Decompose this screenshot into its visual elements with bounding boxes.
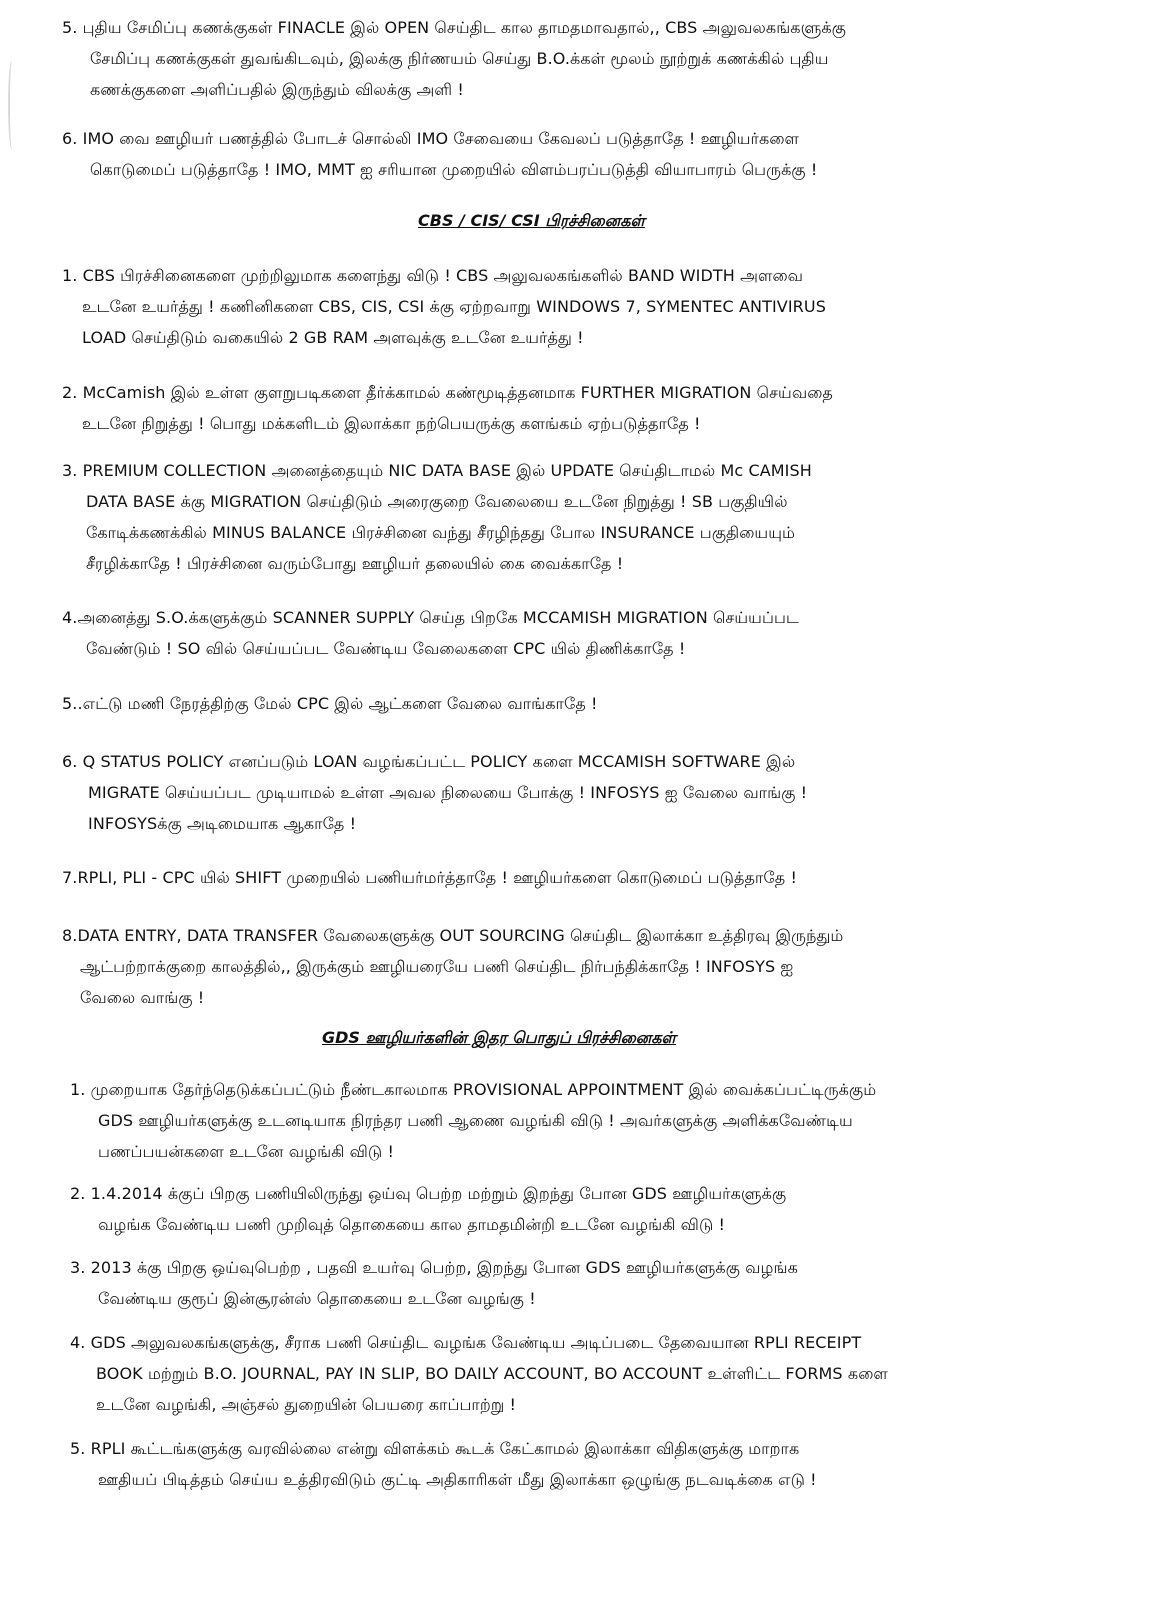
cbs-item-4-line-2: வேண்டும் ! SO வில் செய்யப்பட வேண்டிய வேலைகளை CPC யில் திணிக்காதே ! (86, 639, 686, 658)
cbs-item-7 (62, 862, 797, 893)
cbs-item-1 (62, 260, 826, 353)
gds-item-5 (70, 1433, 817, 1495)
gds-item-3-line-1: 3. 2013 க்கு பிறகு ஒய்வுபெற்ற , பதவி உயர்வு பெற்ற, இறந்து போன GDS ஊழியர்களுக்கு வழங்க (70, 1258, 798, 1277)
gds-item-1 (70, 1074, 876, 1167)
cbs-item-6-line-2: MIGRATE செய்யப்பட முடியாமல் உள்ள அவல நிலையை போக்கு ! INFOSYS ஐ வேலை வாங்கு ! (88, 783, 808, 802)
gds-item-5-line-2: ஊதியப் பிடித்தம் செய்ய உத்திரவிடும் குட்டி அதிகாரிகள் மீது இலாக்கா ஒழுங்கு நடவடிக்கை எடு ! (98, 1470, 817, 1489)
cbs-item-6 (62, 746, 807, 839)
intro-item-5-line-3: கணக்குகளை அளிப்பதில் இருந்தும் விலக்கு அளி ! (90, 80, 464, 99)
gds-item-1-line-2: GDS ஊழியர்களுக்கு உடனடியாக நிரந்தர பணி ஆணை வழங்கி விடு ! அவர்களுக்கு அளிக்கவேண்டிய (98, 1111, 853, 1130)
intro-item-6-line-2: கொடுமைப் படுத்தாதே ! IMO, MMT ஐ சரியான முறையில் விளம்பரப்படுத்தி வியாபாரம் பெருக்கு ! (90, 160, 818, 179)
cbs-item-5-line-1: 5..எட்டு மணி நேரத்திற்கு மேல் CPC இல் ஆட்களை வேலை வாங்காதே ! (62, 694, 598, 713)
cbs-item-3-line-3: கோடிக்கணக்கில் MINUS BALANCE பிரச்சினை வந்து சீரழிந்தது போல INSURANCE பகுதியையும் (86, 523, 796, 542)
cbs-item-8 (62, 920, 843, 1013)
cbs-item-1-line-2: உடனே உயர்த்து ! கணினிகளை CBS, CIS, CSI க்கு ஏற்றவாறு WINDOWS 7, SYMENTEC ANTIVIRUS (82, 297, 826, 316)
cbs-item-2-line-2: உடனே நிறுத்து ! பொது மக்களிடம் இலாக்கா நற்பெயருக்கு களங்கம் ஏற்படுத்தாதே ! (82, 414, 701, 433)
gds-item-2-line-2: வழங்க வேண்டிய பணி முறிவுத் தொகையை கால தாமதமின்றி உடனே வழங்கி விடு ! (98, 1215, 726, 1234)
gds-section-heading: GDS ஊழியர்களின் இதர பொதுப் பிரச்சினைகள் (322, 1028, 676, 1047)
cbs-item-3-line-1: 3. PREMIUM COLLECTION அனைத்தையும் NIC DATA BASE இல் UPDATE செய்திடாமல் Mc CAMISH (62, 461, 812, 480)
gds-item-3 (70, 1252, 798, 1314)
gds-item-4-line-2: BOOK மற்றும் B.O. JOURNAL, PAY IN SLIP, BO DAILY ACCOUNT, BO ACCOUNT உள்ளிட்ட FORMS களை (96, 1364, 888, 1383)
gds-item-2-line-1: 2. 1.4.2014 க்குப் பிறகு பணியிலிருந்து ஒய்வு பெற்ற மற்றும் இறந்து போன GDS ஊழியர்களுக்கு (70, 1184, 787, 1203)
gds-item-5-line-1: 5. RPLI கூட்டங்களுக்கு வரவில்லை என்று விளக்கம் கூடக் கேட்காமல் இலாக்கா விதிகளுக்கு மாறாக (70, 1439, 800, 1458)
gds-item-4 (70, 1327, 888, 1420)
cbs-item-6-line-3: INFOSYSக்கு அடிமையாக ஆகாதே ! (88, 814, 357, 833)
cbs-item-2 (62, 377, 833, 439)
scan-edge-mark (8, 60, 16, 150)
gds-item-1-line-1: 1. முறையாக தேர்ந்தெடுக்கப்பட்டும் நீண்டகாலமாக PROVISIONAL APPOINTMENT இல் வைக்கப்பட்டிருக்கும் (70, 1080, 877, 1099)
gds-item-4-line-3: உடனே வழங்கி, அஞ்சல் துறையின் பெயரை காப்பாற்று ! (96, 1395, 517, 1414)
cbs-item-7-line-1: 7.RPLI, PLI - CPC யில் SHIFT முறையில் பணியர்மர்த்தாதே ! ஊழியர்களை கொடுமைப் படுத்தாதே ! (62, 868, 797, 887)
intro-item-6 (62, 123, 817, 185)
gds-item-2 (70, 1178, 786, 1240)
cbs-item-8-line-3: வேலை வாங்கு ! (80, 988, 205, 1007)
cbs-section-heading: CBS / CIS/ CSI பிரச்சினைகள் (418, 211, 645, 230)
cbs-item-3 (62, 455, 812, 579)
intro-item-5-line-2: சேமிப்பு கணக்குகள் துவங்கிடவும், இலக்கு நிர்ணயம் செய்து B.O.க்கள் மூலம் நூற்றுக் கணக்கில் புதிய (90, 49, 829, 68)
cbs-item-1-line-1: 1. CBS பிரச்சினைகளை முற்றிலுமாக களைந்து விடு ! CBS அலுவலகங்களில் BAND WIDTH அளவை (62, 266, 804, 285)
cbs-item-6-line-1: 6. Q STATUS POLICY எனப்படும் LOAN வழங்கப்பட்ட POLICY களை MCCAMISH SOFTWARE இல் (62, 752, 796, 771)
cbs-item-8-line-2: ஆட்பற்றாக்குறை காலத்தில்,, இருக்கும் ஊழியரையே பணி செய்திட நிர்பந்திக்காதே ! INFOSYS ஐ (80, 957, 794, 976)
cbs-item-3-line-2: DATA BASE க்கு MIGRATION செய்திடும் அரைகுறை வேலையை உடனே நிறுத்து ! SB பகுதியில் (86, 492, 788, 511)
intro-item-5 (62, 12, 846, 105)
cbs-item-8-line-1: 8.DATA ENTRY, DATA TRANSFER வேலைகளுக்கு OUT SOURCING செய்திட இலாக்கா உத்திரவு இருந்தும் (62, 926, 844, 945)
cbs-item-4-line-1: 4.அனைத்து S.O.க்களுக்கும் SCANNER SUPPLY செய்த பிறகே MCCAMISH MIGRATION செய்யப்பட (62, 608, 799, 627)
cbs-item-5 (62, 688, 598, 719)
cbs-item-2-line-1: 2. McCamish இல் உள்ள குளறுபடிகளை தீர்க்காமல் கண்மூடித்தனமாக FURTHER MIGRATION செய்வதை (62, 383, 833, 402)
gds-item-1-line-3: பணப்பயன்களை உடனே வழங்கி விடு ! (98, 1142, 395, 1161)
cbs-item-3-line-4: சீரழிக்காதே ! பிரச்சினை வரும்போது ஊழியர் தலையில் கை வைக்காதே ! (86, 554, 624, 573)
intro-item-5-line-1: 5. புதிய சேமிப்பு கணக்குகள் FINACLE இல் OPEN செய்திட கால தாமதமாவதால்,, CBS அலுவலகங்களுக்கு (62, 18, 846, 37)
cbs-item-4 (62, 602, 799, 664)
cbs-item-1-line-3: LOAD செய்திடும் வகையில் 2 GB RAM அளவுக்கு உடனே உயர்த்து ! (82, 328, 584, 347)
intro-item-6-line-1: 6. IMO வை ஊழியர் பணத்தில் போடச் சொல்லி IMO சேவையை கேவலப் படுத்தாதே ! ஊழியர்களை (62, 129, 799, 148)
gds-item-3-line-2: வேண்டிய குரூப் இன்சூரன்ஸ் தொகையை உடனே வழங்கு ! (98, 1289, 536, 1308)
gds-item-4-line-1: 4. GDS அலுவலகங்களுக்கு, சீராக பணி செய்திட வழங்க வேண்டிய அடிப்படை தேவையான RPLI RECEIPT (70, 1333, 862, 1352)
